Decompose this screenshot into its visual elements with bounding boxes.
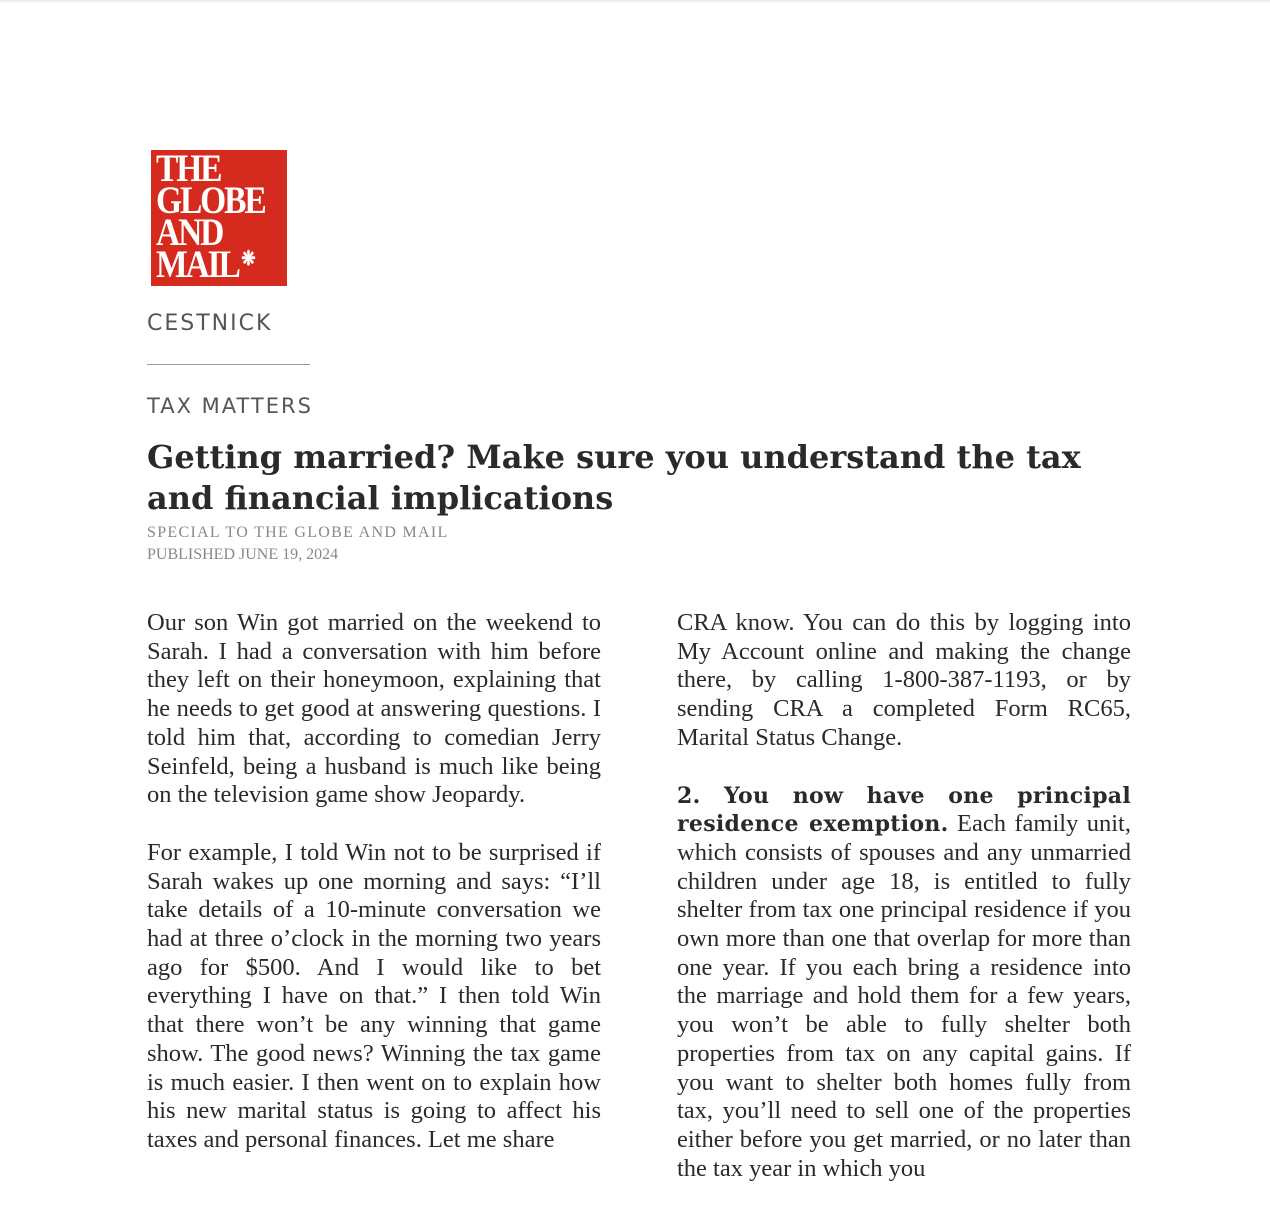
article-headline: Getting married? Make sure you understand the tax and financial implications (147, 438, 1081, 517)
divider (147, 364, 310, 365)
right-column (677, 609, 1131, 1212)
logo-line-1: THE (156, 147, 221, 190)
subheading-principal-residence: 2. You now have one principal residence exemption. (677, 782, 1131, 838)
logo-line-3: AND (156, 211, 223, 254)
logo-line-4 (156, 243, 269, 286)
logo-line-2: GLOBE (156, 179, 265, 222)
left-column (147, 609, 601, 1184)
logo-line-4-text: MAIL (156, 243, 239, 286)
published-date: PUBLISHED JUNE 19, 2024 (147, 546, 339, 563)
right-paragraph-2 (677, 782, 1131, 1184)
right-paragraph-1: CRA know. You can do this by logging into My Account online and making the change there, by calling 1-800-387-1193, or by sending CRA a completed Form RC65, Marital Status Change. (677, 609, 1131, 751)
right-paragraph-2-body: Each family unit, which consists of spouses and any unmarried children under age 18, is entitled to fully shelter from tax one principal residence if you own more than one that overlap for more than one year. If you each bring a residence into the marriage and hold them for a few years, you won’t be able to fully shelter both properties from tax on any capital gains. If you want to shelter both homes fully from tax, you’ll need to sell one of the properties either before you get married, or no later than the tax year in which you (677, 810, 1131, 1182)
columnist-name: CESTNICK (147, 311, 273, 336)
left-paragraph-2: For example, I told Win not to be surprised if Sarah wakes up one morning and says: “I’ll take details of a 10-minute conversation we had at three o’clock in the morning two years ago for $500. And I would like to bet everything I have on that.” I then told Win that there won’t be any winning that game show. The good news? Winning the tax game is much easier. I then went on to explain how his new marital status is going to affect his taxes and personal finances. Let me share (147, 838, 601, 1153)
maple-leaf-icon: ❋ (241, 248, 256, 270)
section-label: TAX MATTERS (147, 394, 313, 418)
left-paragraph-1: Our son Win got married on the weekend to Sarah. I had a conversation with him before they left on their honeymoon, explaining that he needs to get good at answering questions. I told him that, according to comedian Jerry Seinfeld, being a husband is much like being on the television game show Jeopardy. (147, 609, 601, 809)
globe-and-mail-logo (151, 147, 287, 286)
byline: SPECIAL TO THE GLOBE AND MAIL (147, 524, 449, 541)
page-top-edge (0, 0, 1270, 3)
